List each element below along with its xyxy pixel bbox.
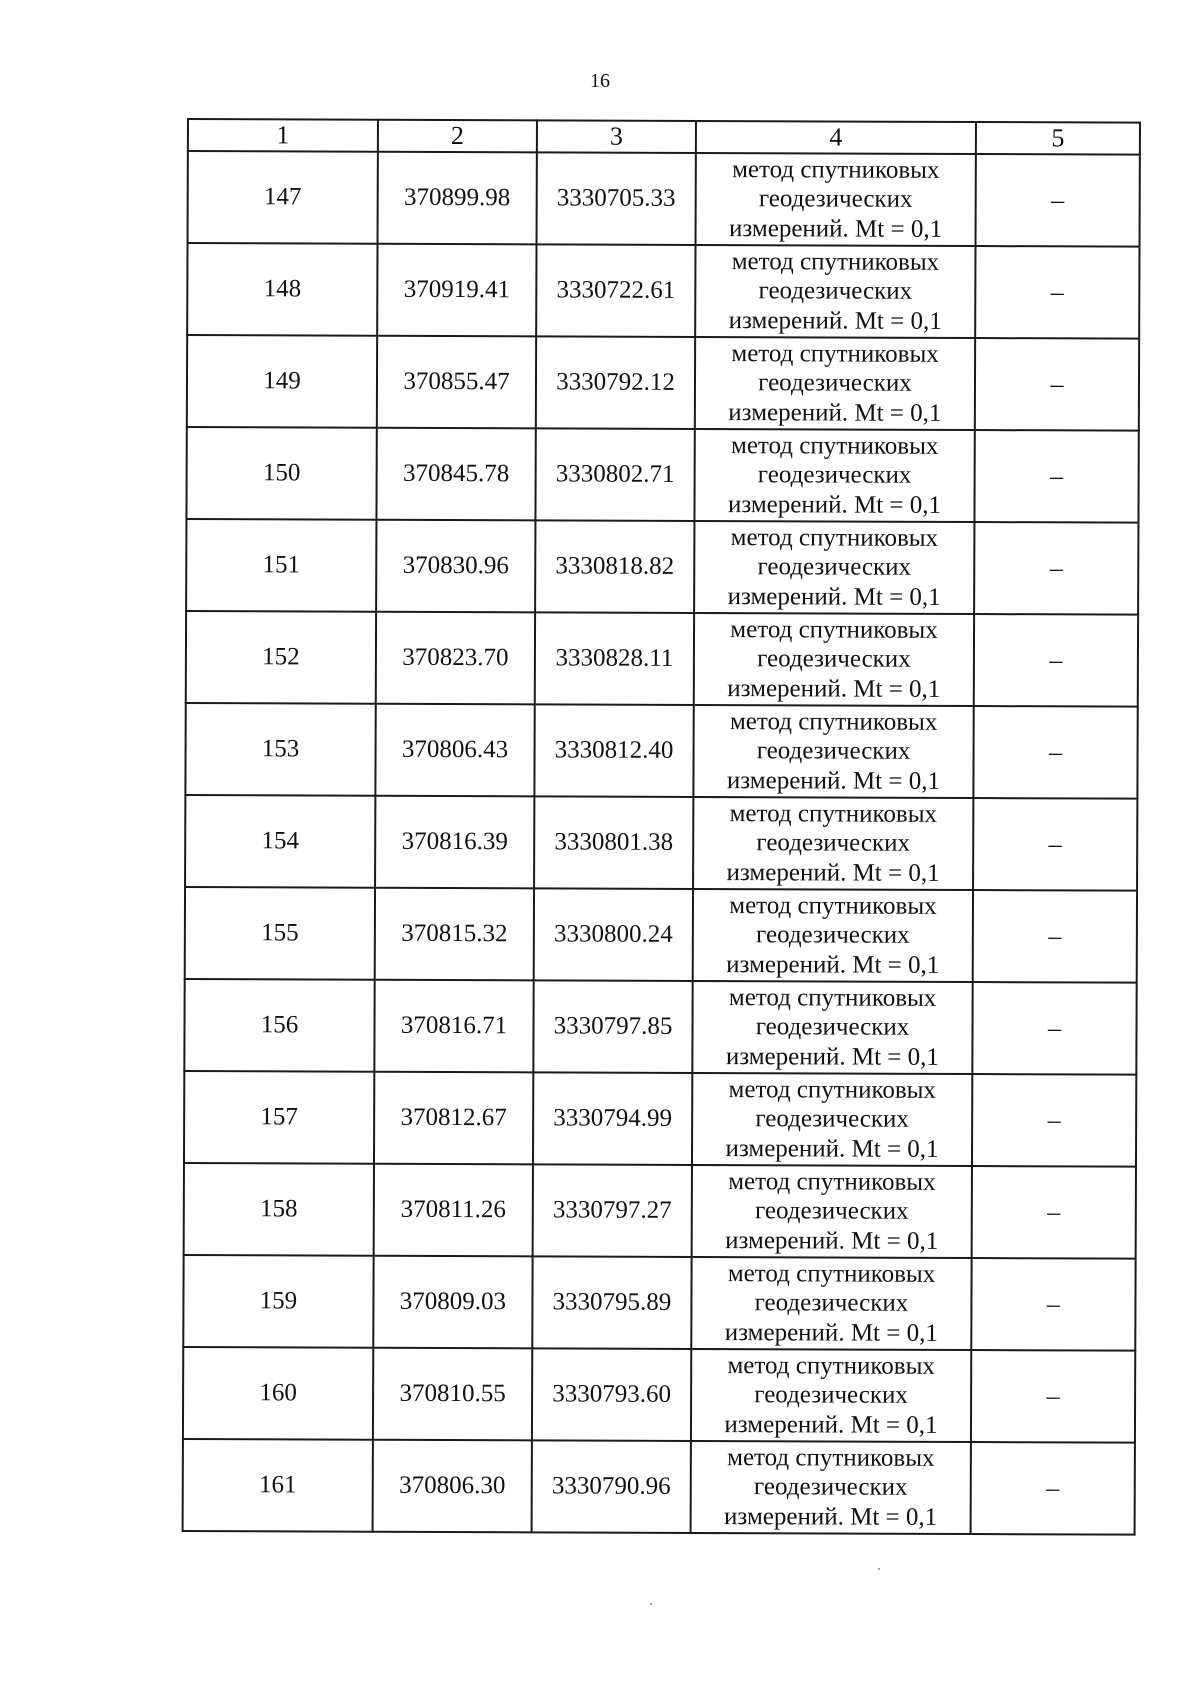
note-cell: –	[975, 338, 1139, 431]
note-cell: –	[972, 1074, 1136, 1167]
note-cell: –	[974, 522, 1138, 615]
y-coordinate-cell: 3330828.11	[535, 612, 694, 705]
method-cell	[692, 1073, 972, 1166]
table-row	[183, 1439, 1135, 1535]
x-coordinate-cell: 370919.41	[377, 244, 536, 337]
table-row	[185, 795, 1137, 891]
y-coordinate-cell: 3330795.89	[532, 1256, 691, 1349]
method-text-line: метод спутниковых	[727, 1351, 935, 1380]
method-text-line: геодезических	[753, 1473, 908, 1502]
y-coordinate-cell: 3330792.12	[536, 336, 695, 429]
method-cell	[695, 245, 975, 338]
method-text-line: метод спутниковых	[728, 1075, 937, 1104]
y-coordinate-cell: 3330800.24	[534, 888, 693, 981]
method-cell	[691, 1257, 971, 1350]
coordinates-table-body	[183, 119, 1140, 1535]
method-text-line: измерений. Mt = 0,1	[727, 582, 941, 611]
x-coordinate-cell: 370899.98	[378, 152, 537, 245]
point-number-cell: 151	[186, 519, 376, 612]
table-row	[186, 519, 1138, 615]
x-coordinate-cell: 370812.67	[374, 1072, 533, 1165]
method-text-line: измерений. Mt = 0,1	[725, 1042, 939, 1071]
method-text-line: измерений. Mt = 0,1	[728, 214, 943, 243]
method-cell	[691, 1349, 971, 1442]
note-cell: –	[973, 798, 1137, 891]
note-cell: –	[974, 614, 1138, 707]
note-cell: –	[971, 1350, 1135, 1443]
method-text-line: измерений. Mt = 0,1	[727, 674, 941, 703]
method-text-line: измерений. Mt = 0,1	[724, 1410, 938, 1439]
table-header-row	[188, 119, 1140, 155]
method-cell	[692, 981, 972, 1074]
point-number-cell: 149	[187, 335, 377, 428]
point-number-cell: 158	[184, 1163, 374, 1256]
method-text-line: измерений. Mt = 0,1	[726, 766, 941, 795]
table-row	[186, 427, 1138, 523]
table-row	[185, 887, 1137, 983]
method-text-line: измерений. Mt = 0,1	[724, 1502, 938, 1531]
table-row	[183, 1255, 1135, 1351]
method-cell	[693, 889, 973, 982]
method-text-line: геодезических	[754, 1197, 909, 1226]
scan-speck	[650, 1603, 652, 1605]
method-text-line: геодезических	[758, 277, 913, 306]
method-text-line: метод спутниковых	[729, 799, 938, 828]
method-text-line: метод спутниковых	[730, 523, 939, 552]
x-coordinate-cell: 370811.26	[374, 1164, 533, 1257]
method-cell	[696, 153, 976, 246]
method-text-line: метод спутниковых	[730, 431, 939, 460]
coordinates-table	[182, 118, 1141, 1536]
method-text-line: геодезических	[755, 1105, 910, 1134]
table-row	[184, 1071, 1136, 1167]
method-text-line: метод спутниковых	[730, 615, 938, 644]
x-coordinate-cell: 370815.32	[375, 888, 534, 981]
point-number-cell: 148	[187, 243, 377, 336]
note-cell: –	[974, 430, 1138, 523]
x-coordinate-cell: 370810.55	[373, 1348, 532, 1441]
x-coordinate-cell: 370816.39	[375, 796, 534, 889]
method-text-line: геодезических	[754, 1381, 908, 1410]
method-text-line: метод спутниковых	[732, 155, 940, 184]
method-cell	[691, 1441, 971, 1534]
method-text-line: геодезических	[758, 369, 912, 398]
point-number-cell: 153	[185, 703, 375, 796]
column-header: 1	[188, 119, 378, 152]
y-coordinate-cell: 3330797.85	[533, 980, 692, 1073]
method-text-line: измерений. Mt = 0,1	[725, 1226, 939, 1255]
method-text-line: измерений. Mt = 0,1	[725, 1134, 939, 1163]
point-number-cell: 160	[183, 1347, 373, 1440]
table-row	[185, 703, 1137, 799]
method-text-line: измерений. Mt = 0,1	[726, 950, 940, 979]
method-text-line: метод спутниковых	[728, 1167, 936, 1196]
point-number-cell: 155	[185, 887, 375, 980]
method-text-line: геодезических	[756, 921, 910, 950]
table-row	[183, 1347, 1135, 1443]
note-cell: –	[972, 982, 1136, 1075]
y-coordinate-cell: 3330797.27	[533, 1164, 692, 1257]
table-row	[184, 1163, 1136, 1259]
x-coordinate-cell: 370830.96	[376, 520, 535, 613]
point-number-cell: 152	[186, 611, 376, 704]
note-cell: –	[971, 1442, 1135, 1535]
x-coordinate-cell: 370806.43	[375, 704, 534, 797]
note-cell: –	[973, 890, 1137, 983]
column-header: 2	[378, 120, 537, 153]
note-cell: –	[973, 706, 1137, 799]
method-text-line: метод спутниковых	[729, 891, 937, 920]
x-coordinate-cell: 370806.30	[373, 1440, 532, 1533]
point-number-cell: 161	[183, 1439, 373, 1532]
y-coordinate-cell: 3330722.61	[536, 244, 695, 337]
method-text-line: измерений. Mt = 0,1	[724, 1318, 938, 1347]
method-cell	[693, 797, 973, 890]
x-coordinate-cell: 370823.70	[376, 612, 535, 705]
method-text-line: метод спутниковых	[731, 339, 939, 368]
x-coordinate-cell: 370816.71	[374, 980, 533, 1073]
point-number-cell: 157	[184, 1071, 374, 1164]
y-coordinate-cell: 3330794.99	[533, 1072, 692, 1165]
point-number-cell: 147	[188, 151, 378, 244]
table-row	[184, 979, 1136, 1075]
method-cell	[694, 521, 974, 614]
method-text-line: геодезических	[757, 461, 912, 490]
method-text-line: измерений. Mt = 0,1	[728, 398, 942, 427]
method-text-line: измерений. Mt = 0,1	[727, 490, 942, 519]
method-text-line: метод спутниковых	[727, 1443, 935, 1472]
method-cell	[695, 337, 975, 430]
method-text-line: измерений. Mt = 0,1	[728, 306, 942, 335]
method-text-line: метод спутниковых	[728, 983, 937, 1012]
method-text-line: геодезических	[757, 645, 911, 674]
column-header: 5	[976, 122, 1140, 155]
column-header: 4	[696, 121, 976, 154]
note-cell: –	[975, 246, 1139, 339]
y-coordinate-cell: 3330801.38	[534, 796, 693, 889]
method-text-line: геодезических	[757, 553, 912, 582]
x-coordinate-cell: 370855.47	[377, 336, 536, 429]
method-cell	[694, 429, 974, 522]
note-cell: –	[972, 1166, 1136, 1259]
method-text-line: метод спутниковых	[727, 1259, 936, 1288]
method-text-line: геодезических	[755, 1013, 910, 1042]
point-number-cell: 154	[185, 795, 375, 888]
method-text-line: геодезических	[754, 1289, 909, 1318]
table-row	[187, 335, 1139, 431]
method-cell	[694, 613, 974, 706]
y-coordinate-cell: 3330812.40	[534, 704, 693, 797]
y-coordinate-cell: 3330793.60	[532, 1348, 691, 1441]
x-coordinate-cell: 370809.03	[373, 1256, 532, 1349]
method-text-line: геодезических	[756, 737, 911, 766]
y-coordinate-cell: 3330790.96	[532, 1440, 691, 1533]
point-number-cell: 150	[186, 427, 376, 520]
y-coordinate-cell: 3330705.33	[537, 152, 696, 245]
page-number: 16	[590, 70, 610, 92]
table-row	[188, 151, 1140, 247]
method-text-line: геодезических	[758, 185, 913, 214]
x-coordinate-cell: 370845.78	[376, 428, 535, 521]
y-coordinate-cell: 3330802.71	[535, 428, 694, 521]
note-cell: –	[971, 1258, 1135, 1351]
table-row	[186, 611, 1138, 707]
table-row	[187, 243, 1139, 339]
note-cell: –	[976, 154, 1140, 247]
method-cell	[692, 1165, 972, 1258]
y-coordinate-cell: 3330818.82	[535, 520, 694, 613]
column-header: 3	[537, 120, 696, 153]
scan-speck	[878, 1568, 880, 1570]
method-text-line: метод спутниковых	[729, 707, 938, 736]
point-number-cell: 156	[184, 979, 374, 1072]
method-text-line: метод спутниковых	[731, 247, 940, 276]
method-cell	[693, 705, 973, 798]
method-text-line: геодезических	[756, 829, 911, 858]
point-number-cell: 159	[183, 1255, 373, 1348]
method-text-line: измерений. Mt = 0,1	[726, 858, 940, 887]
